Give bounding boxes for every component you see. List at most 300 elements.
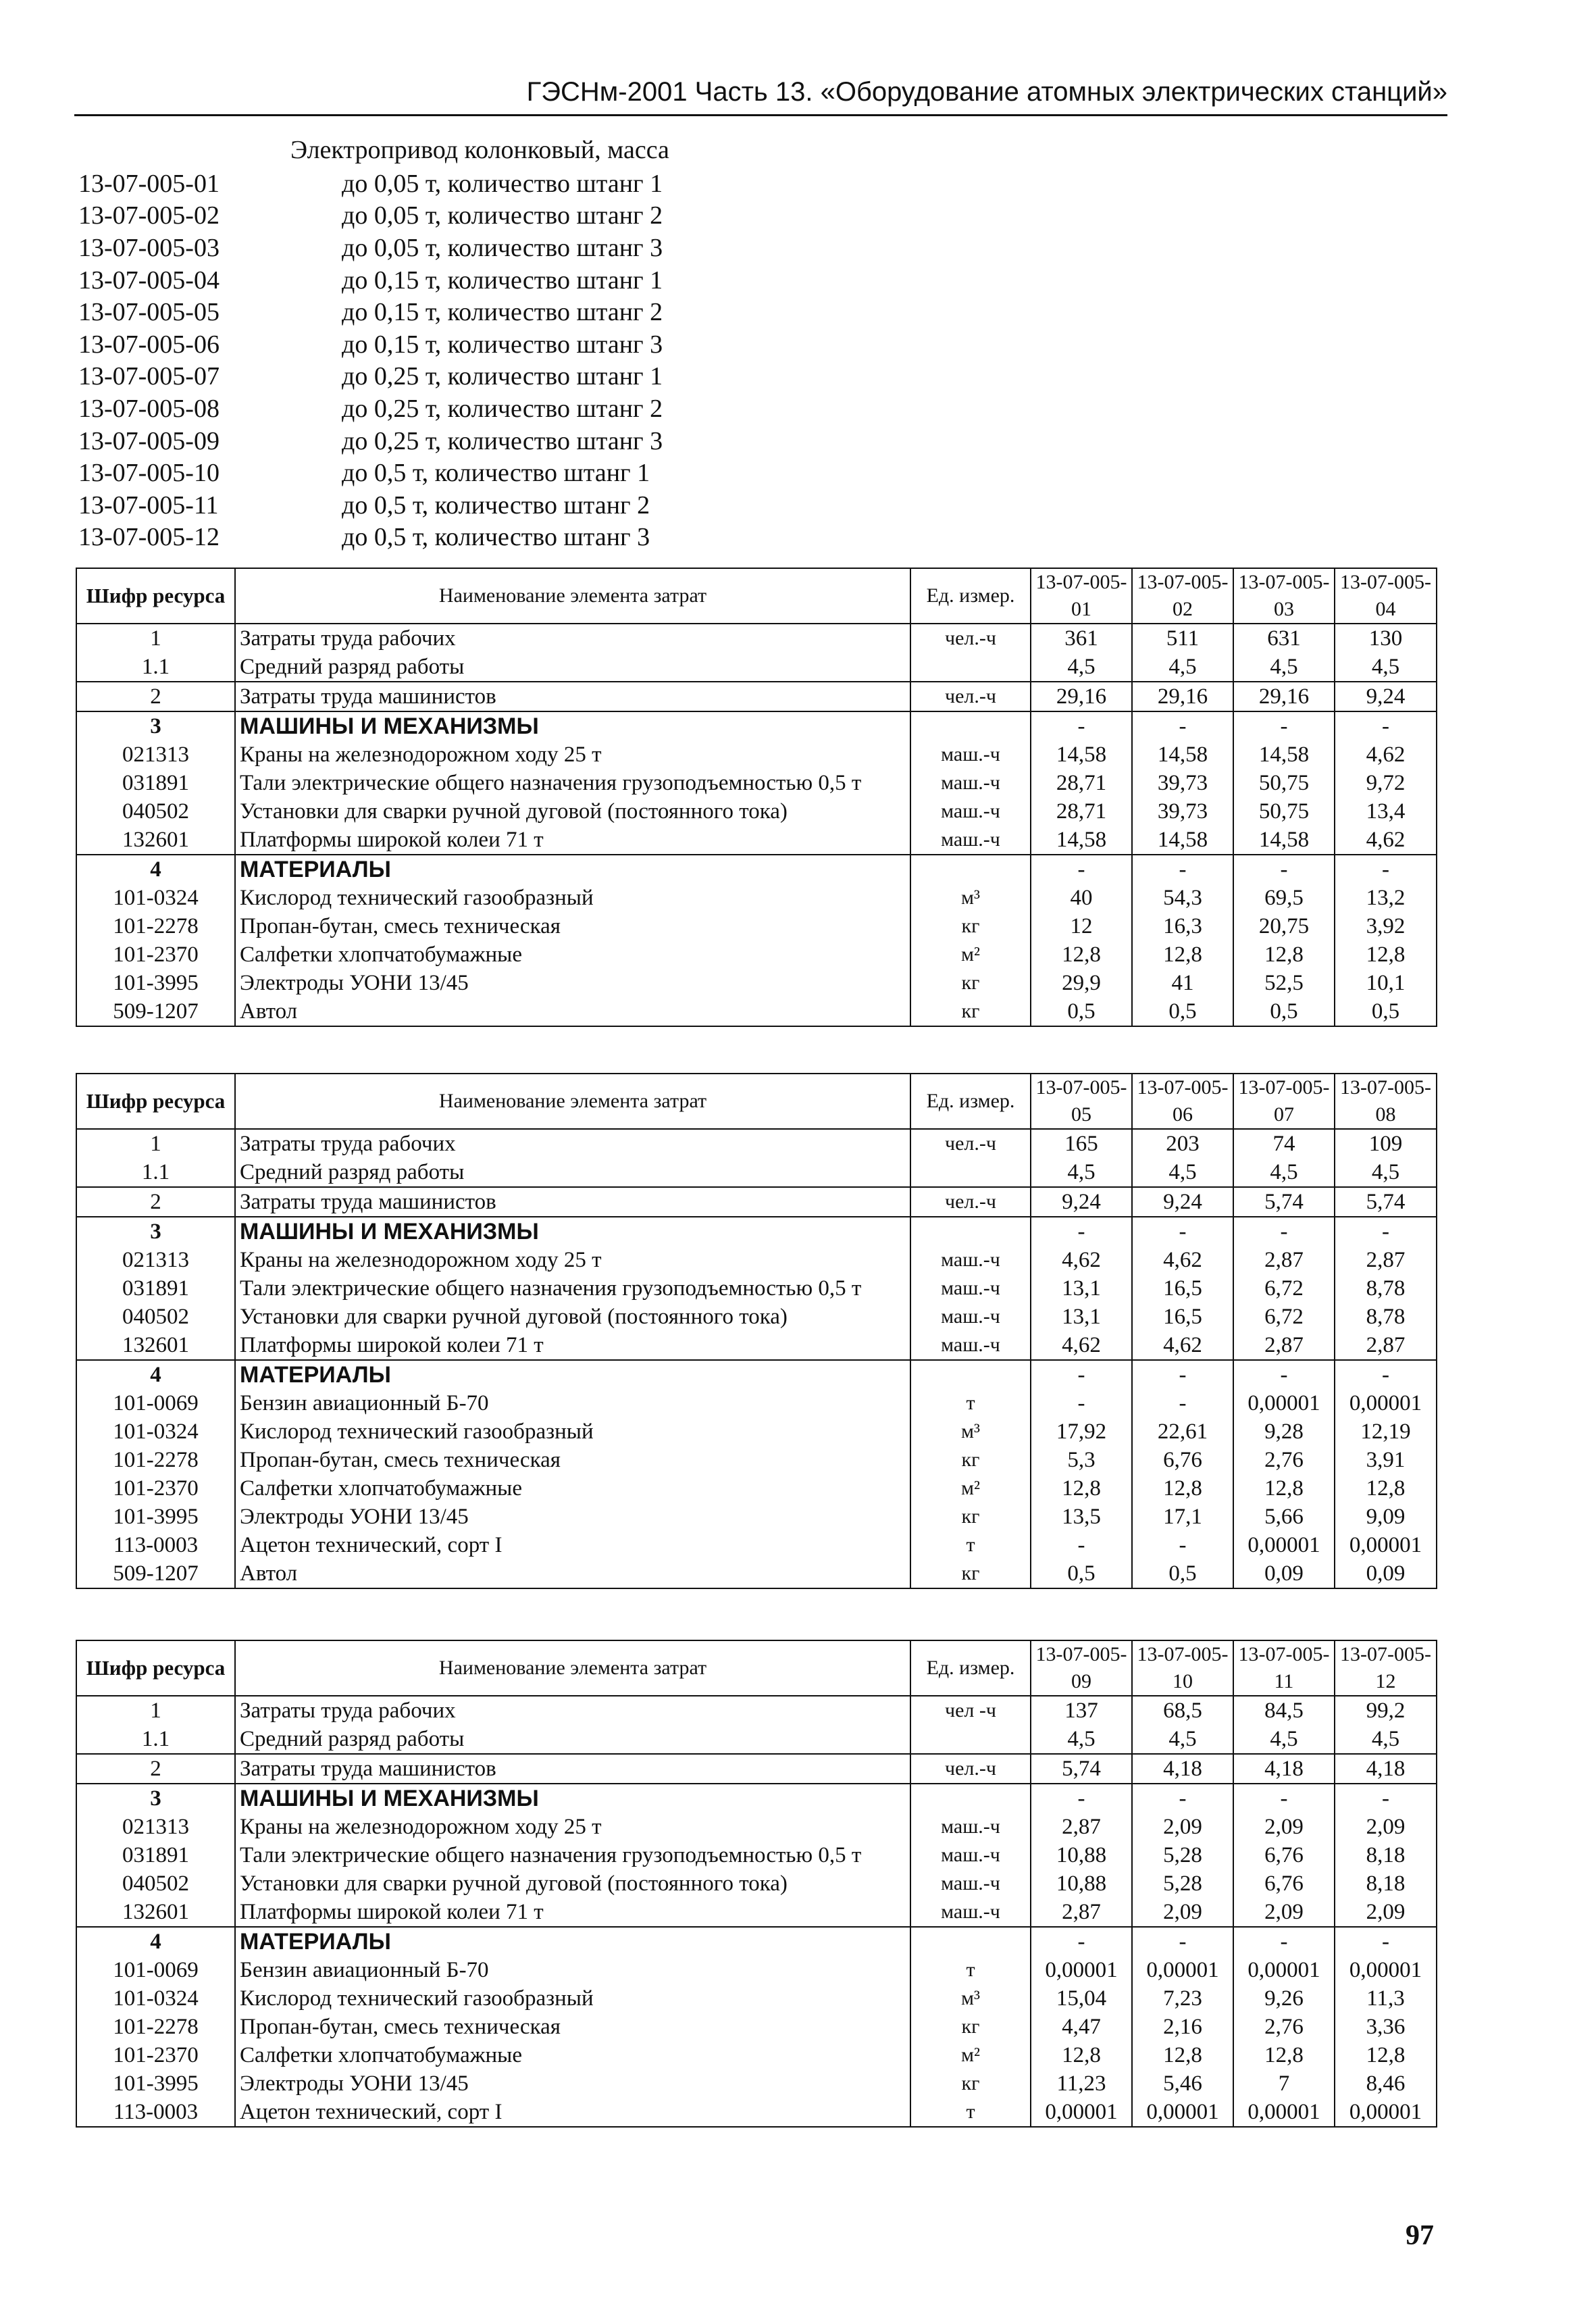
norm-value: 361 [1031,624,1132,653]
norm-value: 12,8 [1132,2041,1233,2069]
cost-element-name: Тали электрические общего назначения грузоподъемностью 0,5 т [235,1841,910,1869]
unit-of-measure: маш.-ч [910,1303,1031,1331]
table-row [76,940,1437,969]
cost-element-name: Платформы широкой колеи 71 т [235,1331,910,1360]
table-row [76,711,1437,740]
norm-value: 41 [1132,969,1233,997]
norm-value: 109 [1335,1129,1437,1158]
norm-value: 4,5 [1233,1158,1335,1187]
resource-table-2 [76,1073,1437,1589]
unit-of-measure: маш.-ч [910,740,1031,769]
resource-code: 101-2370 [76,1474,235,1503]
norm-code-row [78,361,663,393]
norm-value: 0,5 [1031,1559,1132,1588]
resource-code: 021313 [76,1246,235,1274]
cost-element-name: Кислород технический газообразный [235,884,910,912]
norm-value: 0,00001 [1335,1956,1437,1984]
norm-value: 4,62 [1132,1246,1233,1274]
norm-value: 2,16 [1132,2013,1233,2041]
norm-value: 0,09 [1233,1559,1335,1588]
norm-value: - [1233,1784,1335,1813]
norm-value: 69,5 [1233,884,1335,912]
header-unit: Ед. измер. [910,1074,1031,1129]
norm-value: - [1233,711,1335,740]
norm-value: 8,78 [1335,1274,1437,1303]
norm-value: 4,5 [1132,1725,1233,1754]
resource-code: 101-2278 [76,2013,235,2041]
cost-element-name: Затраты труда машинистов [235,1754,910,1784]
unit-of-measure [910,1725,1031,1754]
unit-of-measure: кг [910,2013,1031,2041]
unit-of-measure [910,1158,1031,1187]
resource-code: 132601 [76,1898,235,1927]
cost-element-name: Автол [235,997,910,1026]
norm-code-row [78,232,663,264]
norm-value: - [1031,1389,1132,1417]
table-header-row [76,1074,1437,1129]
norm-value: 3,36 [1335,2013,1437,2041]
norm-value: 12,8 [1132,1474,1233,1503]
norm-value: 511 [1132,624,1233,653]
norm-code-row [78,457,663,489]
cost-element-name: Электроды УОНИ 13/45 [235,1503,910,1531]
norm-value: 39,73 [1132,797,1233,826]
norm-value: 5,28 [1132,1869,1233,1898]
norm-value: - [1132,1531,1233,1559]
norm-value: - [1335,855,1437,884]
resource-code: 031891 [76,769,235,797]
header-resource-code: Шифр ресурса [76,1640,235,1696]
norm-value: 0,5 [1132,997,1233,1026]
table-row [76,740,1437,769]
resource-code: 040502 [76,1869,235,1898]
cost-element-name: Бензин авиационный Б-70 [235,1389,910,1417]
cost-element-name: Тали электрические общего назначения грузоподъемностью 0,5 т [235,769,910,797]
unit-of-measure: маш.-ч [910,769,1031,797]
norm-value: 2,09 [1132,1813,1233,1841]
resource-code: 101-0324 [76,1417,235,1446]
resource-code: 1.1 [76,653,235,682]
resource-code: 040502 [76,797,235,826]
unit-of-measure: кг [910,997,1031,1026]
cost-element-name: Электроды УОНИ 13/45 [235,2069,910,2098]
norm-value: 13,2 [1335,884,1437,912]
table-row [76,1813,1437,1841]
norm-value: 8,18 [1335,1869,1437,1898]
table-row [76,884,1437,912]
norm-value: 4,62 [1335,826,1437,855]
norm-value: 2,87 [1335,1331,1437,1360]
norm-value: 8,78 [1335,1303,1437,1331]
norm-value: - [1031,1927,1132,1956]
resource-code: 101-0069 [76,1389,235,1417]
resource-code: 101-2278 [76,912,235,940]
norm-code: 13-07-005-04 [78,266,220,295]
header-unit: Ед. измер. [910,568,1031,624]
norm-value: 12,8 [1335,1474,1437,1503]
norm-value: 2,87 [1233,1331,1335,1360]
cost-element-name: Затраты труда машинистов [235,682,910,711]
norm-value: - [1335,1217,1437,1246]
resource-code: 2 [76,682,235,711]
norm-value: 9,28 [1233,1417,1335,1446]
norm-code: 13-07-005-02 [78,201,220,230]
norm-value: 2,09 [1233,1898,1335,1927]
norm-value: 0,00001 [1335,1389,1437,1417]
norm-value: - [1233,1927,1335,1956]
table-row [76,1129,1437,1158]
cost-element-name: Средний разряд работы [235,1158,910,1187]
cost-element-name: Тали электрические общего назначения грузоподъемностью 0,5 т [235,1274,910,1303]
norm-value: - [1132,1217,1233,1246]
cost-element-name: Затраты труда рабочих [235,624,910,653]
norm-value: 2,09 [1335,1813,1437,1841]
table-row [76,969,1437,997]
unit-of-measure: маш.-ч [910,1274,1031,1303]
cost-element-name: Установки для сварки ручной дуговой (постоянного тока) [235,797,910,826]
cost-element-name: МАШИНЫ И МЕХАНИЗМЫ [235,711,910,740]
norm-value: 29,9 [1031,969,1132,997]
resource-code: 101-0069 [76,1956,235,1984]
cost-element-name: Салфетки хлопчатобумажные [235,2041,910,2069]
norm-value: 12,8 [1233,1474,1335,1503]
norm-value: 130 [1335,624,1437,653]
norm-value: 11,23 [1031,2069,1132,2098]
norm-value: 0,00001 [1233,2098,1335,2127]
resource-code: 1 [76,624,235,653]
unit-of-measure: кг [910,1559,1031,1588]
norm-code: 13-07-005-01 [78,169,220,198]
header-norm-column: 13-07-005-12 [1335,1640,1437,1696]
resource-code: 101-2278 [76,1446,235,1474]
unit-of-measure: маш.-ч [910,1869,1031,1898]
norm-value: 39,73 [1132,769,1233,797]
norm-value: 137 [1031,1696,1132,1725]
norm-value: 14,58 [1132,826,1233,855]
header-norm-column: 13-07-005-01 [1031,568,1132,624]
norm-value: 12,8 [1132,940,1233,969]
norm-value: 10,88 [1031,1869,1132,1898]
header-unit: Ед. измер. [910,1640,1031,1696]
norm-description: до 0,5 т, количество штанг 1 [342,459,650,488]
resource-code: 3 [76,1784,235,1813]
cost-element-name: Ацетон технический, сорт I [235,1531,910,1559]
norm-value: 3,92 [1335,912,1437,940]
norm-code-row [78,425,663,457]
norm-code: 13-07-005-08 [78,394,220,423]
cost-element-name: Краны на железнодорожном ходу 25 т [235,1813,910,1841]
norm-value: - [1335,1784,1437,1813]
norm-value: 4,62 [1031,1331,1132,1360]
norm-value: 6,76 [1132,1446,1233,1474]
norm-value: 10,88 [1031,1841,1132,1869]
unit-of-measure: т [910,1389,1031,1417]
unit-of-measure: м² [910,1474,1031,1503]
cost-element-name: Установки для сварки ручной дуговой (постоянного тока) [235,1303,910,1331]
norm-value: 8,18 [1335,1841,1437,1869]
norm-value: 14,58 [1233,740,1335,769]
unit-of-measure [910,711,1031,740]
table-row [76,797,1437,826]
norm-value: 0,5 [1031,997,1132,1026]
norm-value: 4,62 [1132,1331,1233,1360]
norm-value: 5,28 [1132,1841,1233,1869]
header-norm-column: 13-07-005-10 [1132,1640,1233,1696]
norm-description: до 0,25 т, количество штанг 1 [342,362,663,391]
norm-value: 4,18 [1132,1754,1233,1784]
norm-code: 13-07-005-05 [78,298,220,327]
norm-value: - [1132,711,1233,740]
unit-of-measure [910,1217,1031,1246]
norm-value: 12,8 [1031,940,1132,969]
norm-value: 5,74 [1335,1187,1437,1217]
table-row [76,1446,1437,1474]
norm-value: 14,58 [1031,740,1132,769]
table-header-row [76,568,1437,624]
norm-value: 6,72 [1233,1303,1335,1331]
norm-value: 0,00001 [1233,1956,1335,1984]
norm-value: 54,3 [1132,884,1233,912]
norm-value: 5,46 [1132,2069,1233,2098]
norm-value: 4,5 [1233,1725,1335,1754]
table-row [76,1417,1437,1446]
norm-value: 5,66 [1233,1503,1335,1531]
norm-value: 28,71 [1031,769,1132,797]
norm-value: 68,5 [1132,1696,1233,1725]
norm-value: 4,5 [1031,653,1132,682]
cost-element-name: Пропан-бутан, смесь техническая [235,2013,910,2041]
unit-of-measure: чел.-ч [910,1754,1031,1784]
table-row [76,855,1437,884]
resource-code: 132601 [76,1331,235,1360]
header-norm-column: 13-07-005-08 [1335,1074,1437,1129]
cost-element-name: МАШИНЫ И МЕХАНИЗМЫ [235,1784,910,1813]
unit-of-measure: кг [910,969,1031,997]
norm-value: 3,91 [1335,1446,1437,1474]
resource-code: 4 [76,1927,235,1956]
table-row [76,1187,1437,1217]
norm-description: до 0,05 т, количество штанг 1 [342,169,663,198]
norm-value: 0,00001 [1132,2098,1233,2127]
header-cost-element: Наименование элемента затрат [235,1640,910,1696]
header-norm-column: 13-07-005-03 [1233,568,1335,624]
resource-table-1 [76,568,1437,1027]
table-row [76,1360,1437,1389]
table-row [76,1474,1437,1503]
resource-code: 132601 [76,826,235,855]
norm-value: 12,8 [1335,940,1437,969]
norm-value: 9,24 [1031,1187,1132,1217]
norm-code: 13-07-005-07 [78,362,220,391]
unit-of-measure: т [910,1956,1031,1984]
resource-code: 031891 [76,1274,235,1303]
resource-code: 113-0003 [76,2098,235,2127]
norm-value: 22,61 [1132,1417,1233,1446]
unit-of-measure: маш.-ч [910,797,1031,826]
norm-value: 13,1 [1031,1274,1132,1303]
norm-value: 0,00001 [1335,1531,1437,1559]
norm-value: 12,8 [1233,940,1335,969]
table-row [76,1217,1437,1246]
table-row [76,1158,1437,1187]
norm-description: до 0,5 т, количество штанг 2 [342,491,650,520]
norm-value: 12 [1031,912,1132,940]
norm-description: до 0,25 т, количество штанг 2 [342,394,663,423]
cost-element-name: Автол [235,1559,910,1588]
norm-value: 4,5 [1335,1725,1437,1754]
norm-value: 2,76 [1233,1446,1335,1474]
unit-of-measure [910,855,1031,884]
norm-value: 7 [1233,2069,1335,2098]
norm-value: 0,5 [1132,1559,1233,1588]
table-row [76,2013,1437,2041]
norm-value: - [1233,855,1335,884]
resource-code: 1 [76,1696,235,1725]
norm-value: 29,16 [1132,682,1233,711]
unit-of-measure: маш.-ч [910,1898,1031,1927]
norm-value: 52,5 [1233,969,1335,997]
table-row [76,1389,1437,1417]
norm-value: - [1132,1360,1233,1389]
header-norm-column: 13-07-005-02 [1132,568,1233,624]
norm-code-row [78,296,663,328]
norm-value: 0,5 [1335,997,1437,1026]
unit-of-measure: чел.-ч [910,682,1031,711]
resource-code: 3 [76,1217,235,1246]
norm-value: - [1132,1927,1233,1956]
norm-value: 9,72 [1335,769,1437,797]
norm-value: - [1031,711,1132,740]
cost-element-name: Краны на железнодорожном ходу 25 т [235,740,910,769]
norm-value: 50,75 [1233,769,1335,797]
header-resource-code: Шифр ресурса [76,1074,235,1129]
table-row [76,2069,1437,2098]
resource-code: 3 [76,711,235,740]
cost-element-name: Платформы широкой колеи 71 т [235,826,910,855]
norm-code-list [78,168,663,553]
cost-element-name: Электроды УОНИ 13/45 [235,969,910,997]
norm-description: до 0,15 т, количество штанг 2 [342,298,663,327]
norm-description: до 0,15 т, количество штанг 3 [342,330,663,359]
norm-value: 0,00001 [1132,1956,1233,1984]
table-row [76,1725,1437,1754]
norm-value: 11,3 [1335,1984,1437,2013]
norm-value: 6,76 [1233,1841,1335,1869]
norm-value: 16,5 [1132,1303,1233,1331]
unit-of-measure [910,1927,1031,1956]
unit-of-measure: чел.-ч [910,624,1031,653]
norm-value: - [1335,1927,1437,1956]
norm-value: 12,19 [1335,1417,1437,1446]
unit-of-measure: м³ [910,884,1031,912]
norm-value: 14,58 [1031,826,1132,855]
norm-value: 9,26 [1233,1984,1335,2013]
norm-description: до 0,15 т, количество штанг 1 [342,266,663,295]
header-norm-column: 13-07-005-11 [1233,1640,1335,1696]
table-row [76,1503,1437,1531]
cost-element-name: Пропан-бутан, смесь техническая [235,912,910,940]
unit-of-measure: маш.-ч [910,826,1031,855]
norm-value: 0,00001 [1233,1389,1335,1417]
norm-code-row [78,200,663,232]
resource-code: 021313 [76,1813,235,1841]
cost-element-name: Пропан-бутан, смесь техническая [235,1446,910,1474]
header-norm-column: 13-07-005-05 [1031,1074,1132,1129]
norm-value: 4,47 [1031,2013,1132,2041]
norm-code: 13-07-005-06 [78,330,220,359]
norm-value: - [1031,1360,1132,1389]
norm-code: 13-07-005-03 [78,233,220,262]
norm-value: 4,18 [1233,1754,1335,1784]
unit-of-measure: кг [910,912,1031,940]
resource-code: 101-2370 [76,2041,235,2069]
norm-value: 8,46 [1335,2069,1437,2098]
norm-value: 13,5 [1031,1503,1132,1531]
norm-value: - [1031,1784,1132,1813]
norm-value: 5,3 [1031,1446,1132,1474]
norm-code-row [78,264,663,297]
unit-of-measure [910,653,1031,682]
header-resource-code: Шифр ресурса [76,568,235,624]
norm-value: 2,87 [1031,1813,1132,1841]
resource-code: 1.1 [76,1158,235,1187]
page-header [74,76,1447,116]
table-row [76,1246,1437,1274]
norm-value: 17,1 [1132,1503,1233,1531]
table-row [76,1331,1437,1360]
norm-value: 50,75 [1233,797,1335,826]
unit-of-measure: кг [910,1446,1031,1474]
norm-value: 4,5 [1233,653,1335,682]
cost-element-name: МАТЕРИАЛЫ [235,855,910,884]
norm-value: 2,87 [1335,1246,1437,1274]
norm-value: 4,62 [1031,1246,1132,1274]
norm-value: 13,4 [1335,797,1437,826]
cost-element-name: Ацетон технический, сорт I [235,2098,910,2127]
cost-element-name: Средний разряд работы [235,1725,910,1754]
resource-code: 509-1207 [76,1559,235,1588]
resource-code: 509-1207 [76,997,235,1026]
norm-value: 0,00001 [1335,2098,1437,2127]
norm-value: 12,8 [1031,1474,1132,1503]
table-row [76,1898,1437,1927]
norm-description: до 0,05 т, количество штанг 3 [342,233,663,262]
norm-value: - [1132,855,1233,884]
norm-value: - [1031,855,1132,884]
norm-value: 0,09 [1335,1559,1437,1588]
header-text: ГЭСНм-2001 Часть 13. «Оборудование атомных электрических станций» [526,77,1447,107]
cost-element-name: Салфетки хлопчатобумажные [235,1474,910,1503]
norm-value: 4,18 [1335,1754,1437,1784]
unit-of-measure: маш.-ч [910,1331,1031,1360]
norm-value: - [1031,1531,1132,1559]
table-row [76,1303,1437,1331]
cost-element-name: Установки для сварки ручной дуговой (постоянного тока) [235,1869,910,1898]
norm-value: 14,58 [1233,826,1335,855]
norm-value: 0,00001 [1031,2098,1132,2127]
norm-code: 13-07-005-10 [78,459,220,488]
cost-element-name: Затраты труда машинистов [235,1187,910,1217]
header-norm-column: 13-07-005-04 [1335,568,1437,624]
cost-element-name: Кислород технический газообразный [235,1984,910,2013]
table-header-row [76,1640,1437,1696]
norm-value: 6,72 [1233,1274,1335,1303]
table-row [76,769,1437,797]
header-norm-column: 13-07-005-07 [1233,1074,1335,1129]
norm-value: 99,2 [1335,1696,1437,1725]
cost-element-name: Затраты труда рабочих [235,1696,910,1725]
norm-value: 4,5 [1031,1725,1132,1754]
